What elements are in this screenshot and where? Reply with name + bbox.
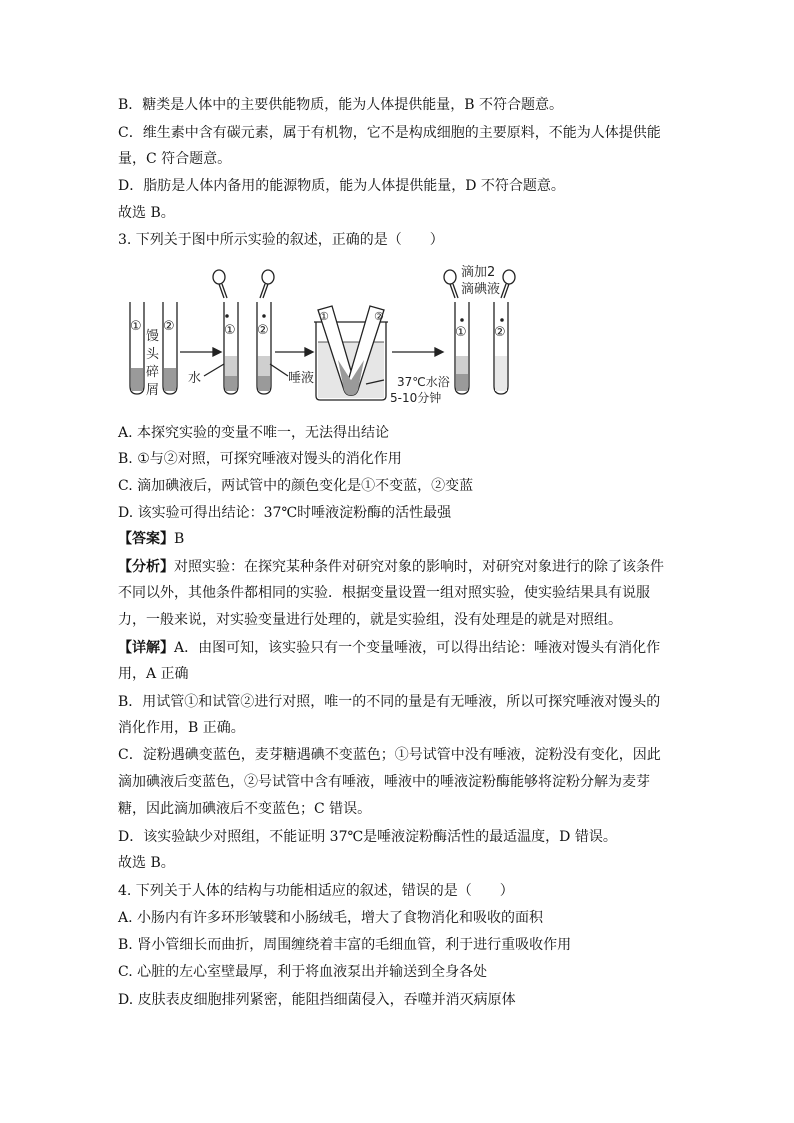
answer-line xyxy=(118,529,674,549)
tube-1-label-bath: ① xyxy=(319,310,329,323)
answer-c-vitamin-line1: C．维生素中含有碳元素，属于有机物，它不是构成细胞的主要原料，不能为人体提供能 xyxy=(118,125,661,141)
detail-line1 xyxy=(118,638,674,658)
bread-crumb-label-1: 馒 xyxy=(146,329,160,344)
tube-2-label-start: ② xyxy=(163,319,175,334)
iodine-label-line2: 滴碘液 xyxy=(461,282,501,297)
question-3-option-a: A. 本探究实验的变量不唯一，无法得出结论 xyxy=(118,425,390,441)
question-3-option-c: C. 滴加碘液后，两试管中的颜色变化是①不变蓝，②变蓝 xyxy=(118,478,474,494)
detail-b-line2: 消化作用，B 正确。 xyxy=(118,720,245,736)
bread-crumb-label-2: 头 xyxy=(146,347,160,362)
tube-2-label-saliva: ② xyxy=(257,323,269,338)
analysis-text-1: 对照实验：在探究某种条件对研究对象的影响时，对研究对象进行的除了该条件 xyxy=(174,559,664,575)
question-4-option-a: A. 小肠内有许多环形皱襞和小肠绒毛，增大了食物消化和吸收的面积 xyxy=(118,910,544,926)
answer-b-sugar: B．糖类是人体中的主要供能物质，能为人体提供能量，B 不符合题意。 xyxy=(118,97,564,113)
analysis-line2: 不同以外，其他条件都相同的实验．根据变量设置一组对照实验，使实验结果具有说服 xyxy=(118,585,650,601)
choose-b-first: 故选 B。 xyxy=(118,205,175,221)
bread-crumb-label-4: 屑 xyxy=(146,383,160,398)
answer-d-fat: D．脂肪是人体内备用的能源物质，能为人体提供能量，D 不符合题意。 xyxy=(118,178,565,194)
answer-c-vitamin-line2: 量，C 符合题意。 xyxy=(118,151,232,167)
question-4-option-d: D. 皮肤表皮细胞排列紧密，能阻挡细菌侵入，吞噬并消灭病原体 xyxy=(118,992,516,1008)
water-bath-temperature-label: 37℃水浴 xyxy=(397,375,450,389)
tube-2-label-bath: ② xyxy=(374,310,384,323)
choose-b-second: 故选 B。 xyxy=(118,855,175,871)
detail-d-line: D．该实验缺少对照组，不能证明 37℃是唾液淀粉酶活性的最适温度，D 错误。 xyxy=(118,829,617,845)
detail-c-line3: 糖，因此滴加碘液后不变蓝色；C 错误。 xyxy=(118,801,372,817)
tube-1-label-start: ① xyxy=(130,319,142,334)
detail-c-line1: C．淀粉遇碘变蓝色，麦芽糖遇碘不变蓝色；①号试管中没有唾液，淀粉没有变化，因此 xyxy=(118,747,661,763)
question-3-option-b: B. ①与②对照，可探究唾液对馒头的消化作用 xyxy=(118,451,402,467)
tube-1-label-water: ① xyxy=(224,323,236,338)
detail-tag: 【详解】 xyxy=(118,640,174,656)
question-3-option-d: D. 该实验可得出结论：37℃时唾液淀粉酶的活性最强 xyxy=(118,505,452,521)
analysis-line1 xyxy=(118,557,674,577)
question-3-stem: 3. 下列关于图中所示实验的叙述，正确的是（ ） xyxy=(118,232,444,248)
water-label: 水 xyxy=(188,371,202,386)
test-tube-2-start xyxy=(163,302,177,394)
question-4-option-b: B. 肾小管细长而曲折，周围缠绕着丰富的毛细血管，利于进行重吸收作用 xyxy=(118,937,572,953)
question-4-stem: 4. 下列关于人体的结构与功能相适应的叙述，错误的是（ ） xyxy=(118,883,514,899)
water-bath-duration-label: 5-10分钟 xyxy=(390,391,442,405)
detail-a-line2: 用，A 正确 xyxy=(118,666,189,682)
tube-1-label-end: ① xyxy=(455,325,467,340)
detail-a-text-1: A．由图可知，该实验只有一个变量唾液，可以得出结论：唾液对馒头有消化作 xyxy=(174,640,661,656)
detail-c-line2: 滴加碘液后变蓝色，②号试管中含有唾液，唾液中的唾液淀粉酶能够将淀粉分解为麦芽 xyxy=(118,774,650,790)
analysis-line3: 力，一般来说，对实验变量进行处理的，就是实验组，没有处理是的就是对照组。 xyxy=(118,612,622,628)
saliva-label: 唾液 xyxy=(288,371,315,386)
bread-crumb-label-3: 碎 xyxy=(146,365,160,380)
analysis-tag: 【分析】 xyxy=(118,559,174,575)
iodine-label-line1: 滴加2 xyxy=(461,265,496,280)
experiment-diagram xyxy=(118,264,538,414)
detail-b-line1: B．用试管①和试管②进行对照，唯一的不同的量是有无唾液，所以可探究唾液对馒头的 xyxy=(118,694,661,710)
tube-2-label-end: ② xyxy=(494,325,506,340)
question-4-option-c: C. 心脏的左心室壁最厚，利于将血液泵出并输送到全身各处 xyxy=(118,964,488,980)
answer-value: B xyxy=(174,531,185,547)
test-tube-1-start xyxy=(130,302,144,394)
answer-tag: 【答案】 xyxy=(118,531,174,547)
